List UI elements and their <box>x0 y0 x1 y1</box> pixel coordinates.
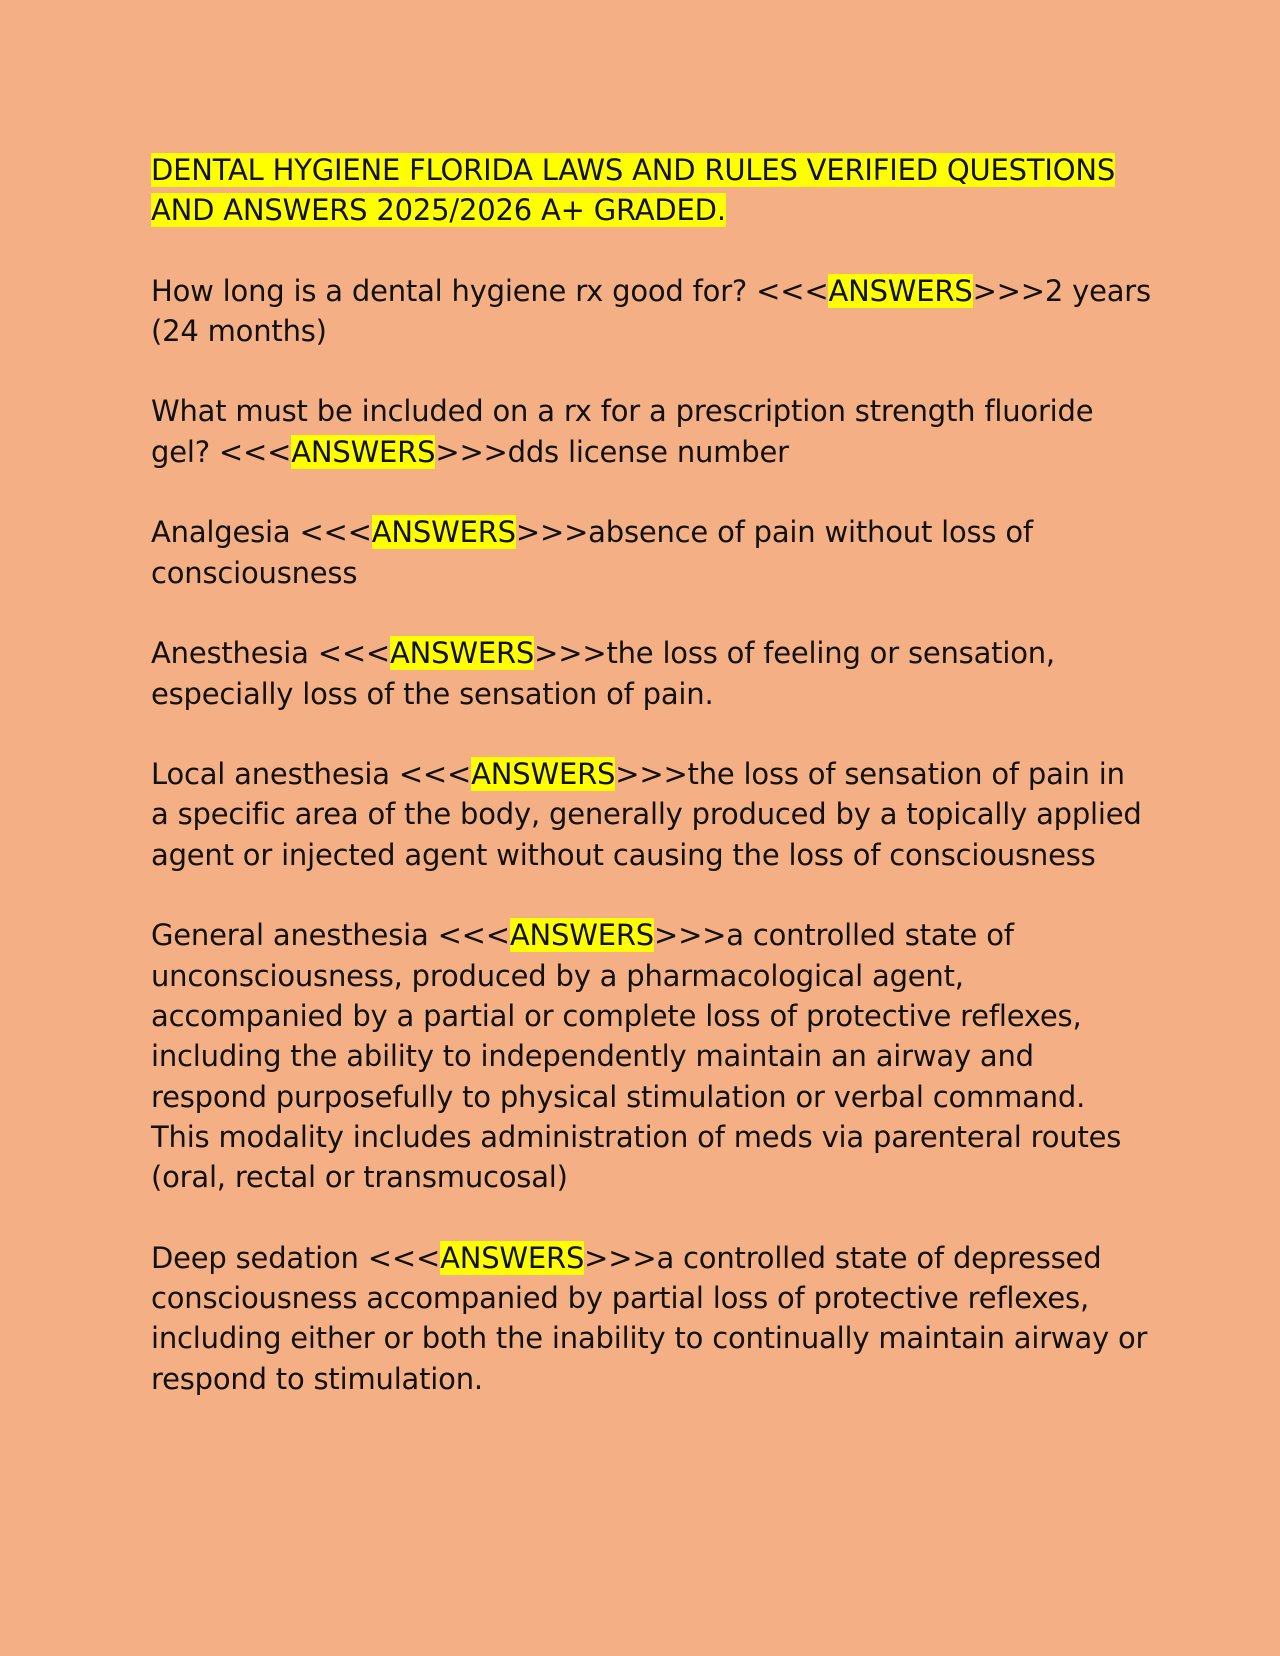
answer-text: a controlled state of depressed consciousness accompanied by partial loss of protective reflexes, including either or both the inability to continually maintain airway or respond to stimulation. <box>151 1240 1148 1396</box>
answer-marker-close: >>> <box>435 434 508 469</box>
qa-item <box>151 754 1151 875</box>
qa-item <box>151 391 1151 472</box>
answer-marker-close: >>> <box>584 1240 657 1275</box>
answers-label: ANSWERS <box>390 636 535 671</box>
answer-marker-open: <<< <box>209 434 292 469</box>
answers-label: ANSWERS <box>440 1240 585 1275</box>
answer-text: the loss of feeling or sensation, especially loss of the sensation of pain. <box>151 636 1055 711</box>
answer-text: the loss of sensation of pain in a specific area of the body, generally produced by a topically applied agent or injected agent without causing the loss of consciousness <box>151 757 1142 872</box>
question-text: Analgesia <box>151 515 291 550</box>
answer-text: dds license number <box>507 434 789 469</box>
answer-marker-close: >>> <box>534 636 607 671</box>
qa-item <box>151 271 1151 352</box>
answers-label: ANSWERS <box>509 918 654 953</box>
qa-item <box>151 915 1151 1197</box>
document-title <box>151 150 1151 231</box>
answer-text: absence of pain without loss of consciousness <box>151 515 1033 590</box>
answer-text: a controlled state of unconsciousness, produced by a pharmacological agent, accompanied by a partial or complete loss of protective reflexes, including the ability to independently maintain an airway and respond purposefully to physical stimulation or verbal command. This modality includes administration of meds via parenteral routes (oral, rectal or transmucosal) <box>151 918 1122 1195</box>
qa-item <box>151 512 1151 593</box>
qa-item <box>151 633 1151 714</box>
answer-marker-close: >>> <box>653 918 727 953</box>
title-highlight: DENTAL HYGIENE FLORIDA LAWS AND RULES VERIFIED QUESTIONS AND ANSWERS 2025/2026 A+ GRADED. <box>151 153 1116 228</box>
answer-marker-open: <<< <box>358 1240 441 1275</box>
answer-marker-open: <<< <box>290 515 372 550</box>
question-text: How long is a dental hygiene rx good for? <box>151 273 748 308</box>
question-text: Deep sedation <box>151 1240 359 1275</box>
answers-label: ANSWERS <box>828 273 973 308</box>
answer-marker-open: <<< <box>747 273 829 308</box>
answer-marker-close: >>> <box>515 515 589 550</box>
document-page <box>151 150 1151 1439</box>
answers-label: ANSWERS <box>471 757 616 792</box>
qa-item <box>151 1238 1151 1399</box>
answer-marker-close: >>> <box>615 757 688 792</box>
answer-marker-open: <<< <box>428 918 510 953</box>
answer-marker-open: <<< <box>389 757 472 792</box>
question-text: Anesthesia <box>151 636 309 671</box>
answers-label: ANSWERS <box>371 515 516 550</box>
question-text: Local anesthesia <box>151 757 390 792</box>
question-text: What must be included on a rx for a prescription strength fluoride gel? <box>151 394 1094 469</box>
answers-label: ANSWERS <box>291 434 436 469</box>
answer-marker-close: >>> <box>972 273 1045 308</box>
answer-text: 2 years (24 months) <box>151 273 1151 348</box>
answer-marker-open: <<< <box>308 636 391 671</box>
question-text: General anesthesia <box>151 918 429 953</box>
